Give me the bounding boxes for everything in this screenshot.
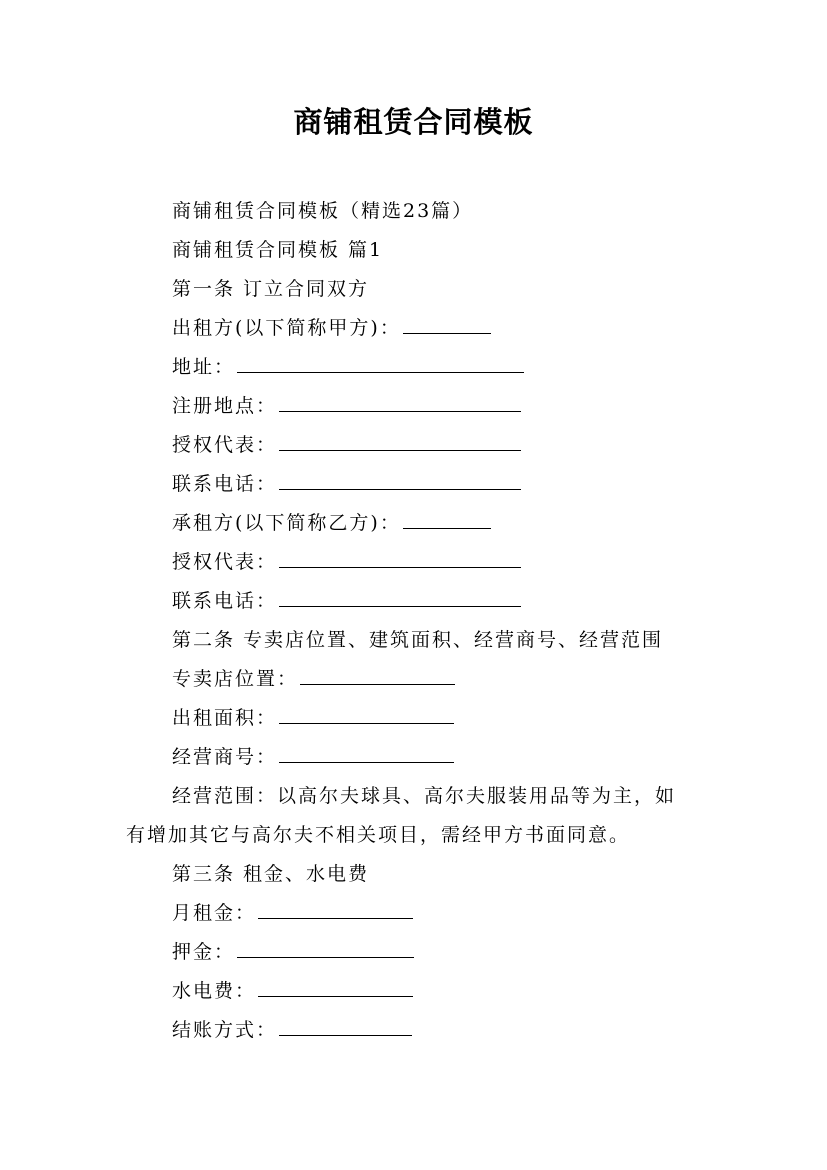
line-text: 第三条 租金、水电费 [172, 863, 370, 885]
field-label: 经营商号： [172, 746, 278, 768]
line-text: 商铺租赁合同模板 篇1 [172, 239, 384, 261]
form-field-line [172, 703, 454, 733]
field-label: 联系电话： [172, 590, 278, 612]
form-field-line [172, 391, 521, 421]
fill-in-blank[interactable] [279, 742, 454, 763]
form-field-line [172, 430, 521, 460]
line-text: 有增加其它与高尔夫不相关项目，需经甲方书面同意。 [126, 824, 631, 846]
field-label: 注册地点： [172, 395, 278, 417]
article-heading [172, 859, 369, 889]
line-text: 第二条 专卖店位置、建筑面积、经营商号、经营范围 [172, 629, 664, 651]
fill-in-blank[interactable] [279, 430, 521, 451]
form-field-line [172, 937, 414, 967]
line-text: 商铺租赁合同模板（精选23篇） [172, 200, 474, 222]
article-heading [172, 625, 663, 655]
fill-in-blank[interactable] [403, 313, 491, 334]
form-field-line [172, 352, 524, 382]
fill-in-blank[interactable] [403, 508, 491, 529]
fill-in-blank[interactable] [279, 391, 521, 412]
field-label: 授权代表： [172, 434, 278, 456]
form-field-line [172, 742, 454, 772]
form-field-line [172, 664, 455, 694]
paragraph-line [172, 781, 676, 811]
form-field-line [172, 547, 521, 577]
form-field-line [172, 898, 413, 928]
form-field-line [172, 976, 413, 1006]
fill-in-blank[interactable] [279, 469, 521, 490]
fill-in-blank[interactable] [300, 664, 455, 685]
field-label: 专卖店位置： [172, 668, 299, 690]
document-title: 商铺租赁合同模板 [293, 105, 534, 139]
fill-in-blank[interactable] [237, 352, 524, 373]
form-field-line [172, 586, 521, 616]
field-label: 授权代表： [172, 551, 278, 573]
field-label: 押金： [172, 941, 236, 963]
form-field-line [172, 1015, 412, 1045]
fill-in-blank[interactable] [279, 586, 521, 607]
field-label: 联系电话： [172, 473, 278, 495]
line-text: 经营范围：以高尔夫球具、高尔夫服装用品等为主，如 [172, 785, 677, 807]
subtitle-line [172, 196, 473, 226]
fill-in-blank[interactable] [279, 547, 521, 568]
section-heading [172, 235, 383, 265]
field-label: 结账方式： [172, 1019, 278, 1041]
fill-in-blank[interactable] [258, 976, 413, 997]
form-field-line [172, 469, 521, 499]
field-label: 月租金： [172, 902, 257, 924]
article-heading [172, 274, 369, 304]
line-text: 第一条 订立合同双方 [172, 278, 370, 300]
fill-in-blank[interactable] [237, 937, 414, 958]
field-label: 承租方(以下简称乙方)： [172, 512, 401, 534]
field-label: 地址： [172, 356, 236, 378]
fill-in-blank[interactable] [279, 703, 454, 724]
paragraph-continuation [126, 820, 630, 850]
field-label: 水电费： [172, 980, 257, 1002]
field-label: 出租方(以下简称甲方)： [172, 317, 401, 339]
field-label: 出租面积： [172, 707, 278, 729]
fill-in-blank[interactable] [279, 1015, 412, 1036]
form-field-line [172, 313, 491, 343]
form-field-line [172, 508, 491, 538]
fill-in-blank[interactable] [258, 898, 413, 919]
